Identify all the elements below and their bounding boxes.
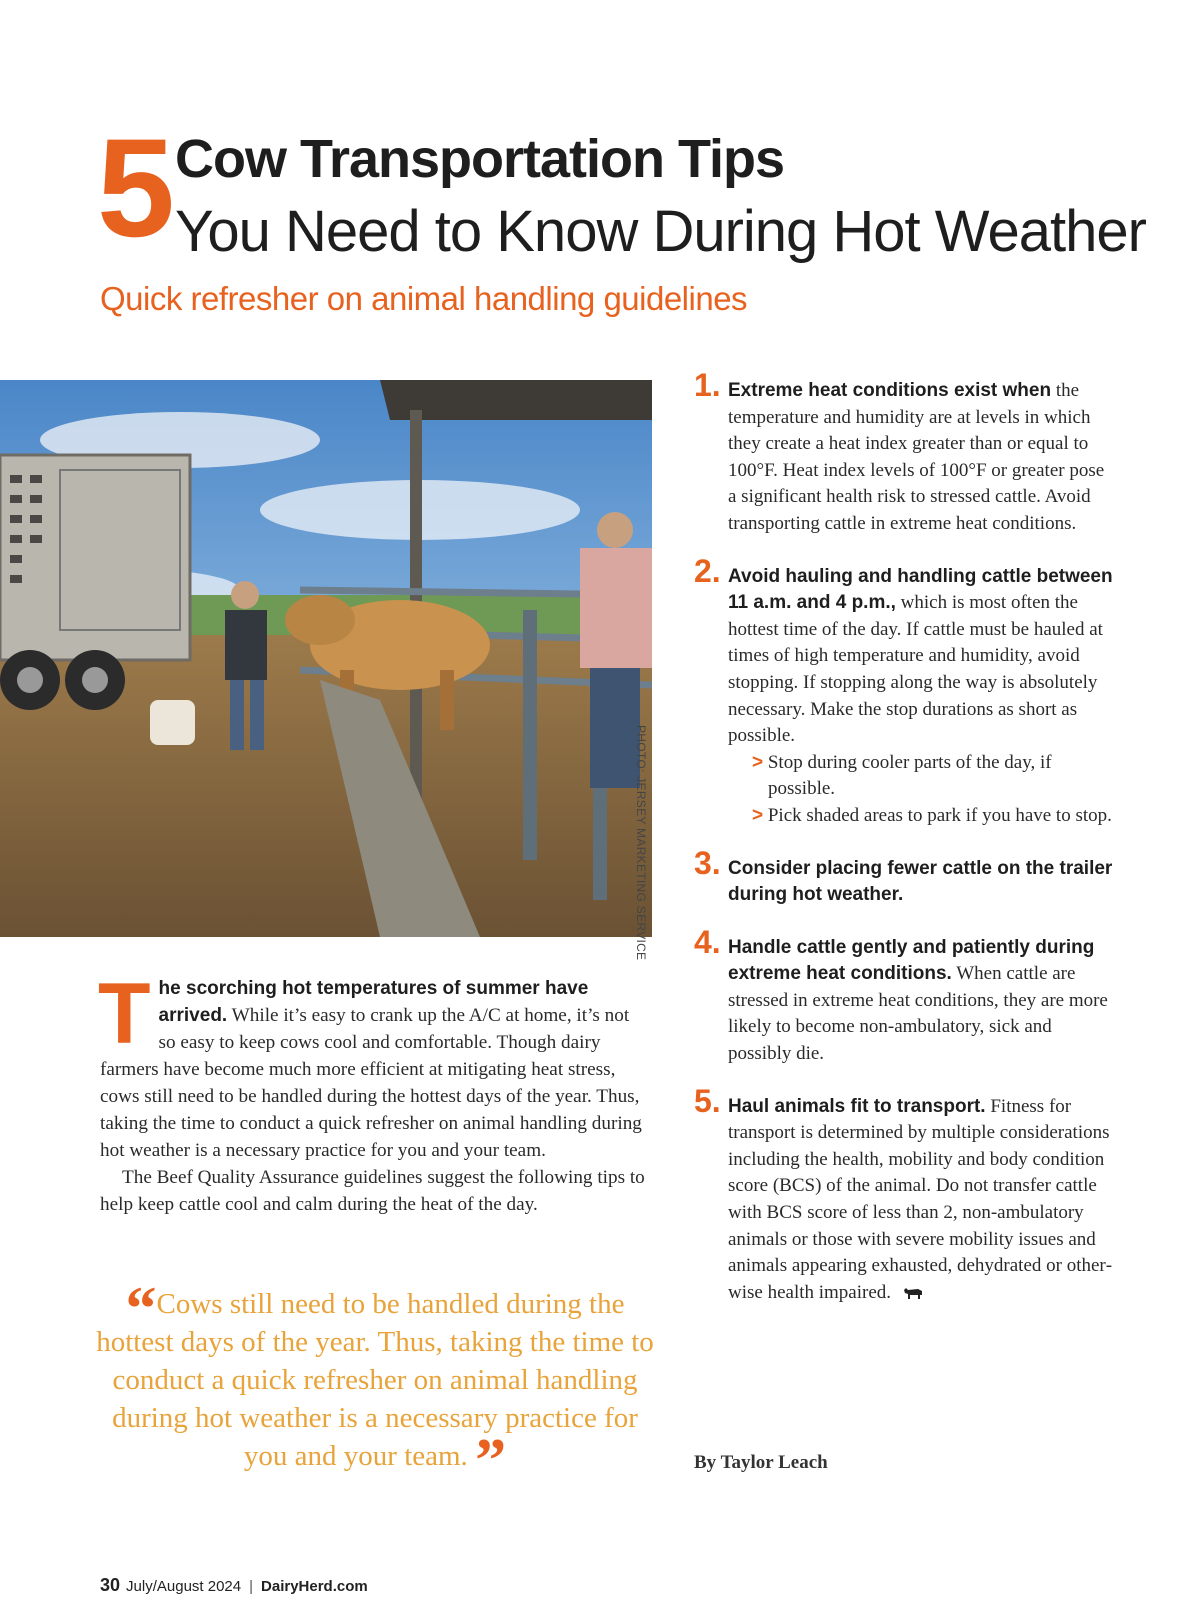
footer-separator: | <box>249 1578 254 1595</box>
tip-body: When cattle are stressed in extreme heat conditions, they are more likely to become non-ambulatory, sick and possibly die. <box>728 963 1108 1065</box>
tip-number: 1. <box>694 367 721 403</box>
tip-bullet <box>740 803 1114 830</box>
headline-number: 5 <box>97 109 171 266</box>
tip-body: the temperature and humidity are at levels in which they create a heat index greater than or equal to 100°F. Heat index levels of 100°F or greater pose a significant health risk to stressed cattle. Avoid transporting cattle in extreme heat conditions. <box>728 380 1105 534</box>
lead-bold-2: arrived. <box>158 1005 228 1026</box>
tip-item <box>694 1082 1114 1309</box>
tip-item <box>694 367 1114 538</box>
tip-heading: Extreme heat conditions exist when <box>728 380 1052 401</box>
tip-heading: Avoid hauling and handling cattle between 11 a.m. and 4 p.m., <box>728 565 1113 614</box>
tip-item <box>694 844 1114 909</box>
cattle-loading-photo <box>0 380 652 937</box>
tip-number: 3. <box>694 844 721 881</box>
tip-number: 2. <box>694 552 721 589</box>
cow-icon <box>902 1282 924 1309</box>
tip-bullet-text: Pick shaded areas to park if you have to stop. <box>767 804 1112 826</box>
tip-body: which is most often the hottest time of the day. If cattle must be hauled at times of high temperature and humidity, avoid stopping. If stopping along the way is absolutely necessary. Make the stop durations as short as possible. <box>728 592 1103 747</box>
tip-item <box>694 552 1114 830</box>
open-quote-mark: “ <box>125 1275 157 1343</box>
tip-number: 5. <box>694 1082 721 1119</box>
bullet-marker: > <box>752 751 764 773</box>
site-name: DairyHerd.com <box>261 1578 368 1595</box>
drop-cap: T <box>98 966 151 1062</box>
tip-heading: Handle cattle gently and patiently during extreme heat conditions. <box>728 936 1095 985</box>
lead-bold-1: he scorching hot temperatures of summer have <box>158 978 589 999</box>
tip-bullet <box>740 750 1114 803</box>
tip-body: Fitness for transport is determined by multiple considerations including the health, mobility and body condition score (BCS) of the animal. Do not transfer cattle with BCS score of less than 2, non-ambulatory animals or those with severe mobility issues and animals appearing exhausted, dehydrated or otherwise health impaired. <box>728 1095 1113 1303</box>
page-footer <box>100 1575 368 1596</box>
close-quote-mark: ” <box>475 1427 507 1495</box>
photo-credit: PHOTO: JERSEY MARKETING SERVICE <box>634 725 648 961</box>
headline-line-1: Cow Transportation Tips <box>175 129 785 189</box>
tip-heading: Consider placing fewer cattle on the trailer during hot weather. <box>728 857 1113 906</box>
intro-paragraph-2: The Beef Quality Assurance guidelines suggest the following tips to help keep cattle cool and calm during the heat of the day. <box>100 1167 645 1215</box>
subtitle: Quick refresher on animal handling guidelines <box>100 280 748 317</box>
issue-date: July/August 2024 <box>126 1578 242 1595</box>
page-number: 30 <box>100 1575 121 1595</box>
tip-bullet-text: Stop during cooler parts of the day, if possible. <box>767 751 1052 800</box>
tips-list <box>694 367 1114 1334</box>
intro-paragraph-1 <box>98 966 645 1164</box>
tip-heading: Haul animals fit to transport. <box>728 1095 986 1117</box>
intro-paragraph-1-body: While it’s easy to crank up the A/C at home, it’s not so easy to keep cows cool and comfortable. Though dairy farmers have become much more efficient at mitigating heat stress, cows still need to be handled during the hottest days of the year. Thus, taking the time to conduct a quick refresher on animal handling during hot weather is a necessary practice for you and your team. <box>100 1005 642 1161</box>
pull-quote <box>95 1275 655 1495</box>
headline-line-2: You Need to Know During Hot Weather <box>175 199 1146 264</box>
pull-quote-text: Cows still need to be handled during the hottest days of the year. Thus, taking the time to conduct a quick refresher on animal handling during hot weather is a necessary practice for you and your team. <box>96 1288 654 1472</box>
intro-text <box>98 966 645 1218</box>
bullet-marker: > <box>752 804 764 826</box>
tip-number: 4. <box>694 923 721 960</box>
tip-item <box>694 923 1114 1068</box>
byline: By Taylor Leach <box>694 1452 828 1473</box>
